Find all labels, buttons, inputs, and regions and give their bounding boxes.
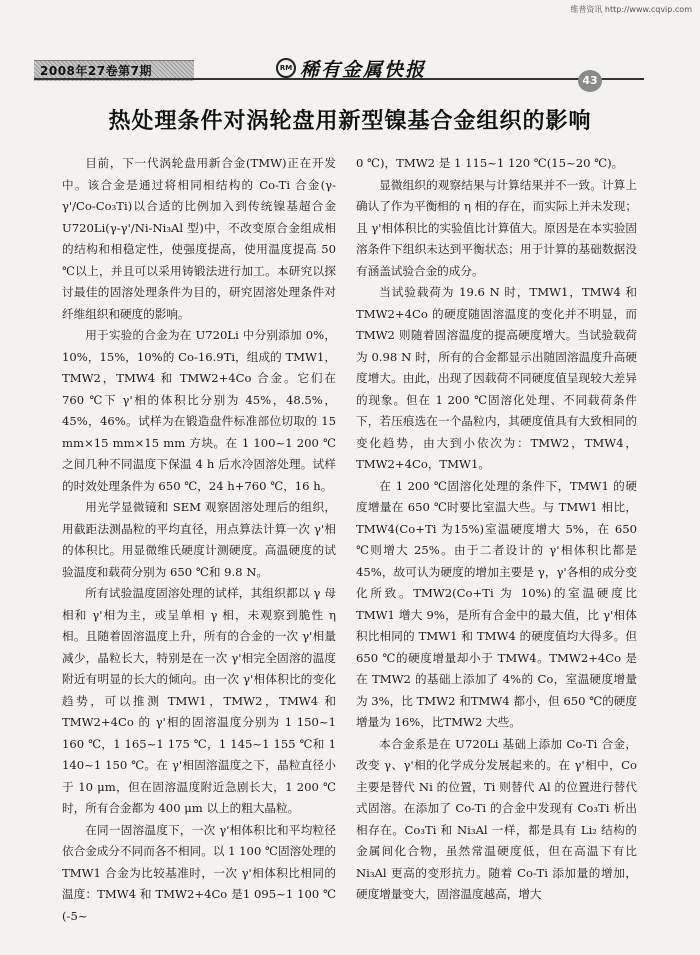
paragraph: 本合金系是在 U720Li 基础上添加 Co-Ti 合金，改变 γ、γ'相的化学成分发展起来的。在 γ'相中，Co 主要是替代 Ni 的位置，Ti 则替代 Al 的位置进行替代式固溶。在添加了 Co-Ti 的合金中发现有 Co₃Ti 析出相存在。Co₃Ti 和 Ni₃Al 一样，都是具有 Li₂ 结构的金属间化合物，虽然常温硬度低，但在高温下有比 Ni₃Al 更高的变形抗力。随着 Co-Ti 添加量的增加，硬度增量变大，固溶温度越高，增大 [356, 736, 637, 901]
paragraph: 当试验载荷为 19.6 N 时，TMW1，TMW4 和 TMW2+4Co 的硬度随固溶温度的变化并不明显，而 TMW2 则随着固溶温度的提高硬度增大。当试验载荷为 0.98 N 时，所有的合金都显示出随固溶温度升高硬度增大。由此，出现了因载荷不同硬度值呈现较大差异的现象。但在 1 200 ℃固溶化处理、不同载荷条件下，若压痕选在一个晶粒内，其硬度值具有大致相同的变化趋势，由大到小依次为：TMW2，TMW4，TMW2+4Co，TMW1。 [356, 285, 637, 471]
paragraph: 所有试验温度固溶处理的试样，其组织都以 γ 母相和 γ'相为主，或呈单相 γ 相，未观察到脆性 η 相。且随着固溶温度上升，所有的合金的一次 γ'相量减少，晶粒长大，特别是在一次 γ'相完全固溶的温度附近有明显的长大的倾向。由一次 γ'相体积比的变化趋势，可以推测 TMW1，TMW2，TMW4 和 TMW2+4Co 的 γ'相的固溶温度分别为 1 150~1 160 ℃，1 165~1 175 ℃，1 145~1 155 ℃和 1 140~1 150 ℃。在 γ'相固溶温度之下，晶粒直径小于 10 μm，但在固溶温度附近急剧长大，1 200 ℃时，所有合金都为 400 μm 以上的粗大晶粒。 [62, 586, 336, 815]
paragraph: 在同一固溶温度下，一次 γ'相体积比和平均粒径依合金成分不同而各不相同。以 1 100 ℃固溶处理的 TMW1 合金为比较基准时，一次 γ'相体积比相同的温度：TMW4 和 TMW2+4Co 是1 095~1 100 ℃(-5~ [62, 822, 336, 923]
article-title: 热处理条件对涡轮盘用新型镍基合金组织的影响 [108, 109, 592, 134]
page-number: 43 [578, 70, 602, 92]
paragraph: 0 ℃)，TMW2 是 1 115~1 120 ℃(15~20 ℃)。 [356, 156, 624, 170]
left-column [62, 153, 336, 927]
journal-logo-icon: RM [276, 58, 296, 78]
watermark: 维普资讯 http://www.cqvip.com [570, 5, 692, 14]
paragraph: 在 1 200 ℃固溶化处理的条件下，TMW1 的硬度增量在 650 ℃时要比室温大些。与 TMW1 相比，TMW4(Co+Ti 为15%)室温硬度增大 5%，在 650 ℃则增大 25%。由于二者设计的 γ'相体积比都是 45%，故可认为硬度的增加主要是 γ，γ'各相的成分变化所致。TMW2(Co+Ti 为 10%)的室温硬度比 TMW1 增大 9%，是所有合金中的最大值，比 γ'相体积比相同的 TMW1 和 TMW4 的硬度值均大得多。但 650 ℃的硬度增量却小于 TMW4。TMW2+4Co 是在 TMW2 的基础上添加了 4%的 Co，室温硬度增量为 3%，比 TMW2 和TMW4 都小，但 650 ℃的硬度增量为 16%，比TMW2 大些。 [356, 478, 637, 729]
right-column [356, 153, 637, 906]
journal-name: 稀有金属快报 [300, 59, 427, 81]
paragraph: 显微组织的观察结果与计算结果并不一致。计算上确认了作为平衡相的 η 相的存在，而实际上并未发现；且 γ'相体积比的实验值比计算值大。原因是在本实验固溶条件下组织未达到平衡状态；用于计算的基础数据没有涵盖试验合金的成分。 [356, 177, 637, 278]
paragraph: 目前，下一代涡轮盘用新合金(TMW)正在开发中。该合金是通过将相同相结构的 Co-Ti 合金(γ-γ'/Co-Co₃Ti)以合适的比例加入到传统镍基超合金 U720Li(γ-γ'/Ni-Ni₃Al 型)中，不改变原合金组成相的结构和相稳定性，使强度提高，使用温度提高 50 ℃以上，并且可以采用铸锻法进行加工。本研究以探讨最佳的固溶处理条件为目的，研究固溶处理条件对纤维组织和硬度的影响。 [62, 156, 336, 321]
issue-label: 2008年27卷第7期 [40, 64, 152, 78]
paragraph: 用于实验的合金为在 U720Li 中分别添加 0%，10%，15%，10%的 Co-16.9Ti，组成的 TMW1，TMW2，TMW4 和 TMW2+4Co 合金。它们在 760 ℃下 γ'相的体积比分别为 45%，48.5%，45%，46%。试样为在锻造盘件标准部位切取的 15 mm×15 mm×15 mm 方块。在 1 100~1 200 ℃之间几种不同温度下保温 4 h 后水冷固溶处理。试样的时效处理条件为 650 ℃，24 h+760 ℃，16 h。 [62, 328, 336, 493]
paragraph: 用光学显微镜和 SEM 观察固溶处理后的组织，用截距法测晶粒的平均直径，用点算法计算一次 γ'相的体积比。用显微维氏硬度计测硬度。高温硬度的试验温度和载荷分别为 650 ℃和 9.8 N。 [62, 500, 336, 579]
